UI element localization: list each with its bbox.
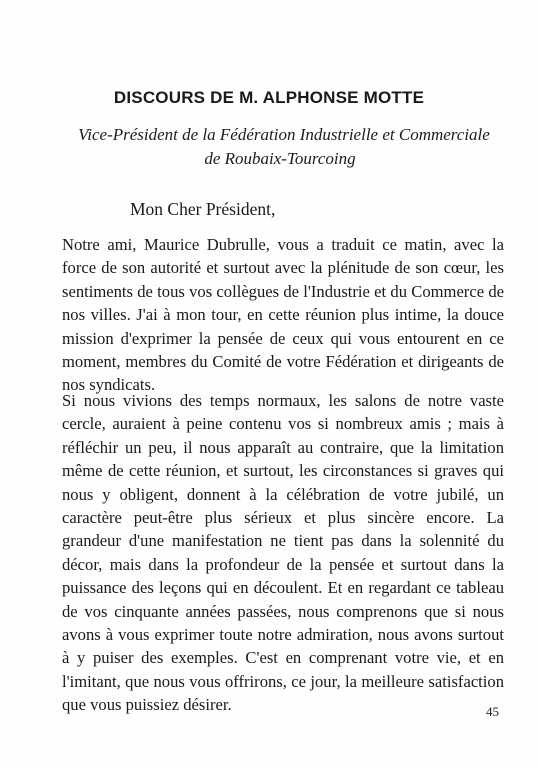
speech-heading: DISCOURS DE M. ALPHONSE MOTTE xyxy=(113,88,425,107)
page-number: 45 xyxy=(486,704,499,719)
paragraph-2: Si nous vivions des temps normaux, les salons de notre vaste cercle, auraient à peine contenu vos si nombreux amis ; mais à réfléchir un peu, il nous apparaît au contraire, que la limitation même de cette réunion, et surtout, les circonstances si graves qui nous y obligent, donnent à la célébration de votre jubilé, un caractère peut-être plus sérieux et plus sincère encore. La grandeur d'une manifestation ne tient pas dans la solennité du décor, mais dans la profondeur de la pensée et surtout dans la puissance des leçons qui en découlent. Et en regardant ce tableau de vos cinquante années passées, nous comprenons que si nous avons à vous exprimer toute notre admiration, nous avons surtout à y puiser des exemples. C'est en comprenant votre vie, et en l'imitant, que nous vous offrirons, ce jour, la meilleure satisfaction que vous puissiez désirer. xyxy=(62,391,504,715)
speaker-title-line-1: Vice-Président de la Fédération Industrielle et Commerciale xyxy=(78,125,490,144)
paragraph-1: Notre ami, Maurice Dubrulle, vous a traduit ce matin, avec la force de son autorité et surtout avec la plénitude de son cœur, les sentiments de tous vos collègues de l'Industrie et du Commerce de nos villes. J'ai à mon tour, en cette réunion plus intime, la douce mission d'exprimer la pensée de ceux qui vous entourent en ce moment, membres du Comité de votre Fédération et dirigeants de nos syndicats. xyxy=(62,235,504,395)
salutation: Mon Cher Président, xyxy=(130,199,276,219)
speaker-title-line-2: de Roubaix-Tourcoing xyxy=(204,149,356,168)
